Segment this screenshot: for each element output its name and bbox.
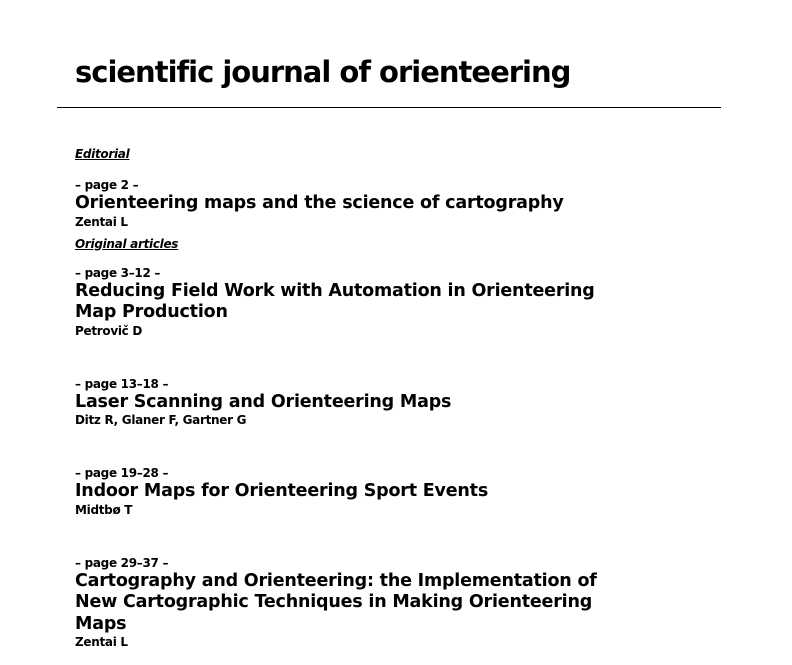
journal-title: scientific journal of orienteering [75, 55, 571, 89]
article-entry[interactable] [75, 466, 715, 517]
spacer [75, 517, 715, 556]
article-authors: Ditz R, Glaner F, Gartner G [75, 413, 247, 427]
section-heading-original-articles: Original articles [75, 236, 179, 251]
article-authors: Petrovič D [75, 323, 143, 338]
article-authors: Zentai L [75, 214, 128, 229]
article-entry[interactable] [75, 266, 715, 338]
article-authors: Midtbø T [75, 502, 133, 517]
article-pages: – page 3–12 – [75, 265, 161, 280]
article-entry[interactable] [75, 178, 715, 229]
article-title[interactable]: Reducing Field Work with Automation in Orienteering Map Production [75, 280, 595, 322]
article-pages: – page 29–37 – [75, 555, 169, 570]
article-title[interactable]: Orienteering maps and the science of cartography [75, 193, 564, 213]
article-title[interactable]: Laser Scanning and Orienteering Maps [75, 391, 452, 412]
article-authors: Zentai L [75, 635, 128, 649]
article-pages: – page 2 – [75, 178, 139, 192]
title-divider [57, 107, 721, 108]
spacer [75, 338, 715, 377]
article-title[interactable]: Cartography and Orienteering: the Implementation of New Cartographic Techniques in Making Orienteering Maps [75, 570, 597, 634]
article-pages: – page 13–18 – [75, 376, 169, 391]
article-pages: – page 19–28 – [75, 466, 169, 480]
article-entry[interactable] [75, 377, 715, 428]
article-entry[interactable] [75, 556, 715, 650]
spacer [75, 427, 715, 466]
table-of-contents [75, 146, 715, 649]
section-heading-editorial: Editorial [75, 147, 130, 161]
article-title[interactable]: Indoor Maps for Orienteering Sport Events [75, 481, 489, 501]
